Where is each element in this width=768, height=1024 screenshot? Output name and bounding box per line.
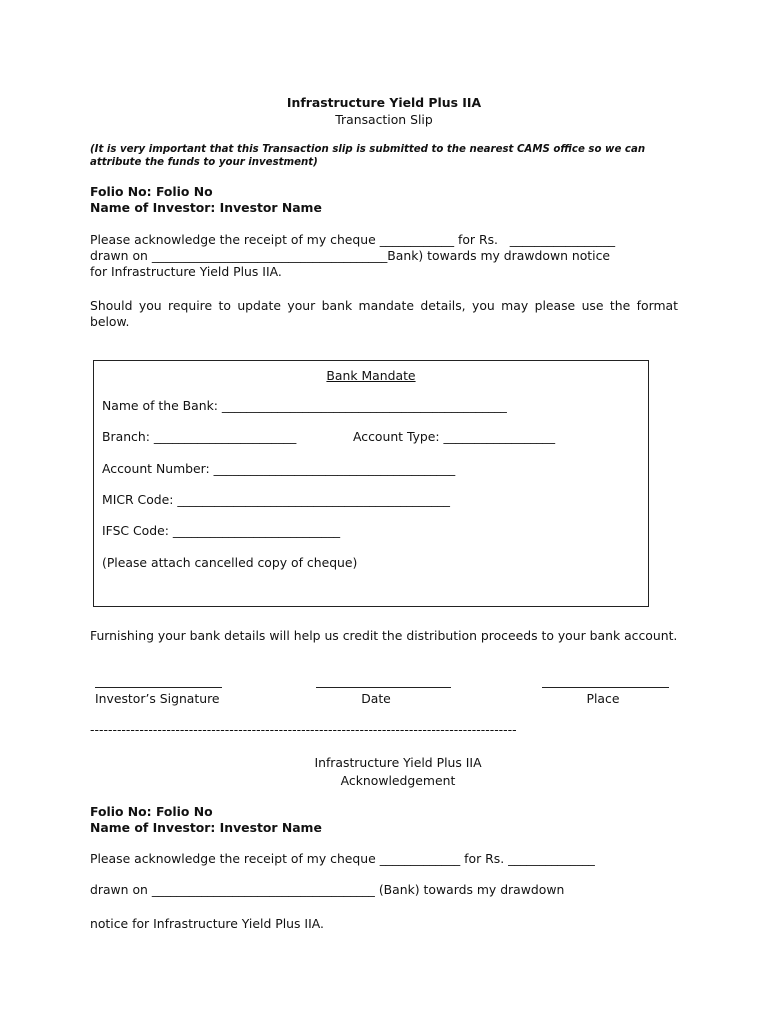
slip-note-line2: attribute the funds to your investment) — [90, 157, 318, 168]
place-line — [542, 687, 669, 688]
cut-line: ----------------------------------------------------------------------------------------------- — [90, 722, 517, 737]
ack-subtitle: Acknowledgement — [340, 773, 456, 788]
slip-note-line1: (It is very important that this Transaction slip is submitted to the nearest CAMS office so we can — [90, 144, 646, 155]
signature-line — [95, 687, 222, 688]
micr-code-field[interactable]: MICR Code: ____________________________________________ — [102, 492, 450, 507]
mandate-title: Bank Mandate — [326, 368, 416, 383]
ack-line1: Please acknowledge the receipt of my cheque _____________ for Rs. ______________ — [90, 851, 595, 866]
signature-label: Investor’s Signature — [95, 691, 220, 706]
branch-field[interactable]: Branch: _______________________ — [102, 429, 297, 444]
date-line — [316, 687, 451, 688]
slip-ack-line3: for Infrastructure Yield Plus IIA. — [90, 264, 282, 279]
ack-investor-name: Name of Investor: Investor Name — [90, 820, 322, 835]
mandate-intro: Should you require to update your bank mandate details, you may please use the format below. — [90, 298, 678, 329]
slip-title: Infrastructure Yield Plus IIA — [286, 95, 482, 110]
ack-line2: drawn on ____________________________________ (Bank) towards my drawdown — [90, 882, 565, 897]
bank-mandate-box — [93, 360, 649, 607]
ack-folio: Folio No: Folio No — [90, 804, 213, 819]
account-number-field[interactable]: Account Number: _______________________________________ — [102, 461, 456, 476]
slip-ack-line1: Please acknowledge the receipt of my cheque ____________ for Rs. _________________ — [90, 232, 616, 247]
slip-ack-line2: drawn on ______________________________________Bank) towards my drawdown notice — [90, 248, 611, 263]
date-label: Date — [361, 691, 391, 706]
slip-investor-name: Name of Investor: Investor Name — [90, 200, 322, 215]
bank-name-field[interactable]: Name of the Bank: ______________________________________________ — [102, 398, 507, 413]
furnish-note: Furnishing your bank details will help us credit the distribution proceeds to your bank account. — [90, 628, 678, 643]
ack-line3: notice for Infrastructure Yield Plus IIA. — [90, 916, 324, 931]
ack-title: Infrastructure Yield Plus IIA — [314, 755, 482, 770]
ifsc-code-field[interactable]: IFSC Code: ___________________________ — [102, 523, 341, 538]
slip-subtitle: Transaction Slip — [335, 112, 433, 127]
account-type-field[interactable]: Account Type: __________________ — [353, 429, 556, 444]
attach-cheque-note: (Please attach cancelled copy of cheque) — [102, 555, 358, 570]
slip-folio: Folio No: Folio No — [90, 184, 213, 199]
place-label: Place — [586, 691, 620, 706]
